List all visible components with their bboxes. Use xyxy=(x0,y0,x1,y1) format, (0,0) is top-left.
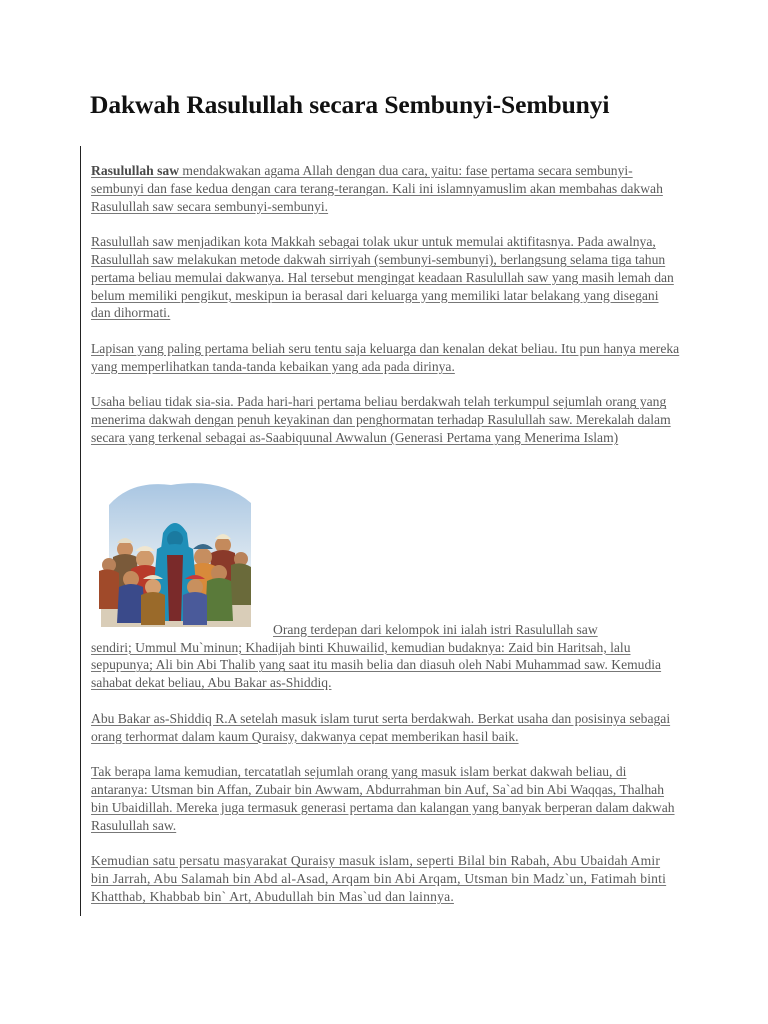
caption-first-line: Orang terdepan dari kelompok ini ialah istri Rasulullah saw xyxy=(273,621,598,637)
crowd-illustration xyxy=(91,475,259,627)
paragraph-abu-bakar[interactable]: Abu Bakar as-Shiddiq R.A setelah masuk islam turut serta berdakwah. Berkat usaha dan posisinya sebagai orang terhormat dalam kaum Quraisy, dakwanya cepat memberikan hasil baik. xyxy=(91,710,671,744)
paragraph-quraisy[interactable]: Kemudian satu persatu masyarakat Quraisy masuk islam, seperti Bilal bin Rabah, Abu Ubaidah Amir bin Jarrah, Abu Salamah bin Abd al-Asad, Arqam bin Abi Arqam, Utsman bin Madz`un, Fatimah binti Khatthab, Khabbab bin` Art, Abudullah bin Mas`ud dan lainnya. xyxy=(91,853,667,904)
paragraph-family[interactable]: Lapisan yang paling pertama beliah seru tentu saja keluarga dan kenalan dekat beliau. Itu pun hanya mereka yang memperlihatkan tanda-tanda kebaikan yang ada pada dirinya. xyxy=(91,340,680,374)
figure-with-caption xyxy=(91,475,681,692)
intro-bold-name: Rasulullah saw xyxy=(91,163,180,178)
intro-text: mendakwakan agama Allah dengan dua cara, yaitu: fase pertama secara sembunyi-sembunyi dan fase kedua dengan cara terang-terangan. Kali ini islamnyamuslim akan membahas dakwah Rasulullah saw secara sembunyi-sembunyi. xyxy=(91,163,663,214)
paragraph-makkah[interactable]: Rasulullah saw menjadikan kota Makkah sebagai tolak ukur untuk memulai aktifitasnya. Pada awalnya, Rasulullah saw melakukan metode dakwah sirriyah (sembunyi-sembunyi), berlangsung selama tiga tahun pertama beliau memulai dakwanya. Hal tersebut mengingat keadaan Rasulullah saw yang masih lemah dan belum memiliki pengikut, meskipun ia berasal dari keluarga yang memiliki latar belakang yang disegani dan dihormati. xyxy=(91,234,674,321)
intro-paragraph[interactable] xyxy=(91,162,681,215)
paragraph-first-converts[interactable]: Usaha beliau tidak sia-sia. Pada hari-hari pertama beliau berdakwah telah terkumpul sejumlah orang yang menerima dakwah dengan penuh keyakinan dan penghormatan terhadap Rasulullah saw. Merekalah dalam secara yang terkenal sebagai as-Saabiquunal Awwalun (Generasi Pertama yang Menerima Islam) xyxy=(91,394,671,445)
article-body xyxy=(91,162,681,923)
caption-continuation: sendiri; Ummul Mu`minun; Khadijah binti Khuwailid, kemudian budaknya: Zaid bin Haritsah, lalu sepupunya; Ali bin Abi Thalib yang saat itu masih belia dan diasuh oleh Nabi Muhammad saw. Kemudia sahabat dekat beliau, Abu Bakar as-Shiddiq. xyxy=(91,639,662,691)
paragraph-converts-list[interactable]: Tak berapa lama kemudian, tercatatlah sejumlah orang yang masuk islam berkat dakwah beliau, di antaranya: Utsman bin Affan, Zubair bin Awwam, Abdurrahman bin Auf, Sa`ad bin Abi Waqqas, Thalhah bin Ubaidillah. Mereka juga termasuk generasi pertama dan kalangan yang banyak berperan dalam dakwah Rasulullah saw. xyxy=(91,764,675,833)
left-margin-rule xyxy=(80,146,81,916)
page-title: Dakwah Rasulullah secara Sembunyi-Sembunyi xyxy=(90,90,610,119)
figure-caption[interactable] xyxy=(91,621,681,692)
